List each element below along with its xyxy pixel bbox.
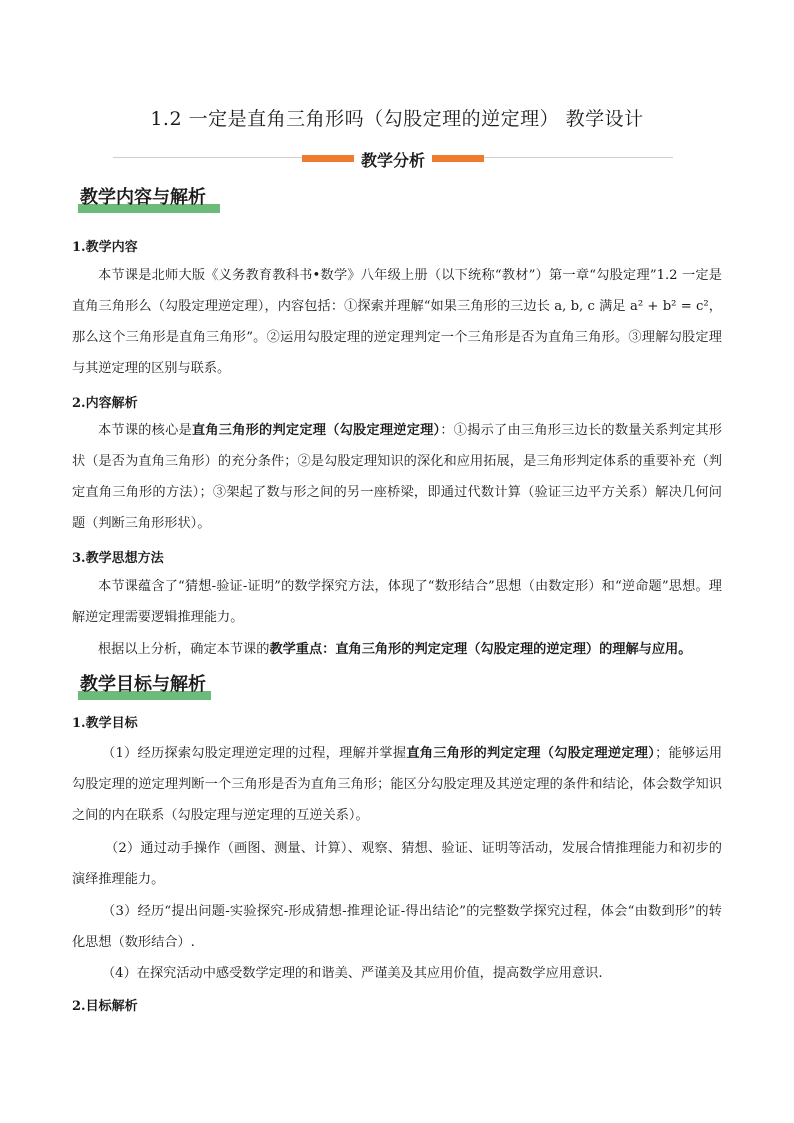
paragraph-lead: 本节课的核心是 xyxy=(98,423,192,438)
paragraph xyxy=(72,634,722,665)
paragraph-emphasis: 直角三角形的判定定理（勾股定理逆定理） xyxy=(406,746,656,761)
section-heading-content xyxy=(78,183,206,215)
paragraph: （2）通过动手操作（画图、测量、计算）、观察、猜想、验证、证明等活动，发展合情推理能力和初步的演绎推理能力。 xyxy=(72,841,722,887)
section-heading-text: 教学目标与解析 xyxy=(80,674,206,695)
subsection-heading: 1.教学内容 xyxy=(72,240,138,255)
paragraph xyxy=(72,738,722,831)
band-label: 教学分析 xyxy=(354,148,432,171)
section-band xyxy=(302,149,484,169)
paragraph-lead: 根据以上分析，确定本节课的 xyxy=(98,642,270,657)
paragraph-emphasis: 直角三角形的判定定理（勾股定理逆定理） xyxy=(191,423,441,438)
paragraph: 本节课蕴含了“猜想-验证-证明”的数学探究方法，体现了“数形结合”思想（由数定形）和“逆命题”思想。理解逆定理需要逻辑推理能力。 xyxy=(72,579,722,625)
paragraph-emphasis: 教学重点：直角三角形的判定定理（勾股定理的逆定理）的理解与应用。 xyxy=(269,642,692,657)
subsection-heading: 2.内容解析 xyxy=(72,396,138,411)
paragraph-rest: ：①揭示了由三角形三边长的数量关系判定其形状（是否为直角三角形）的充分条件；②是勾股定理知识的深化和应用拓展，是三角形判定体系的重要补充（判定直角三角形的方法）；③架起了数与形之间的另一座桥梁，即通过代数计算（验证三边平方关系）解决几何问题（判断三角形形状）。 xyxy=(72,423,722,531)
paragraph-lead: （1）经历探索勾股定理逆定理的过程，理解并掌握 xyxy=(102,746,407,761)
document-title: 1.2 一定是直角三角形吗（勾股定理的逆定理） 教学设计 xyxy=(150,108,644,130)
paragraph xyxy=(72,415,722,539)
subsection-heading: 2.目标解析 xyxy=(72,999,138,1014)
band-right-bar xyxy=(432,155,484,162)
subsection-heading: 1.教学目标 xyxy=(72,716,138,731)
paragraph: （4）在探究活动中感受数学定理的和谐美、严谨美及其应用价值，提高数学应用意识. xyxy=(102,966,603,981)
section-heading-objectives xyxy=(78,670,206,702)
subsection-heading: 3.教学思想方法 xyxy=(72,551,164,566)
section-heading-text: 教学内容与解析 xyxy=(80,187,206,208)
band-left-bar xyxy=(302,155,354,162)
paragraph: （3）经历“提出问题-实验探究-形成猜想-推理论证-得出结论”的完整数学探究过程，体会“由数到形”的转化思想（数形结合）. xyxy=(72,904,722,950)
paragraph: 本节课是北师大版《义务教育教科书•数学》八年级上册（以下统称“教材”）第一章“勾股定理”1.2 一定是直角三角形么（勾股定理逆定理），内容包括：①探索并理解“如果三角形的三边长 a, b, c 满足 a² + b² = c²，那么这个三角形是直角三角形”。②运用勾股定理的逆定理判定一个三角形是否为直角三角形。③理解勾股定理与其逆定理的区别与联系。 xyxy=(72,268,722,376)
paragraph-rest: ；能够运用勾股定理的逆定理判断一个三角形是否为直角三角形；能区分勾股定理及其逆定理的条件和结论，体会数学知识之间的内在联系（勾股定理与逆定理的互逆关系）。 xyxy=(72,746,723,823)
